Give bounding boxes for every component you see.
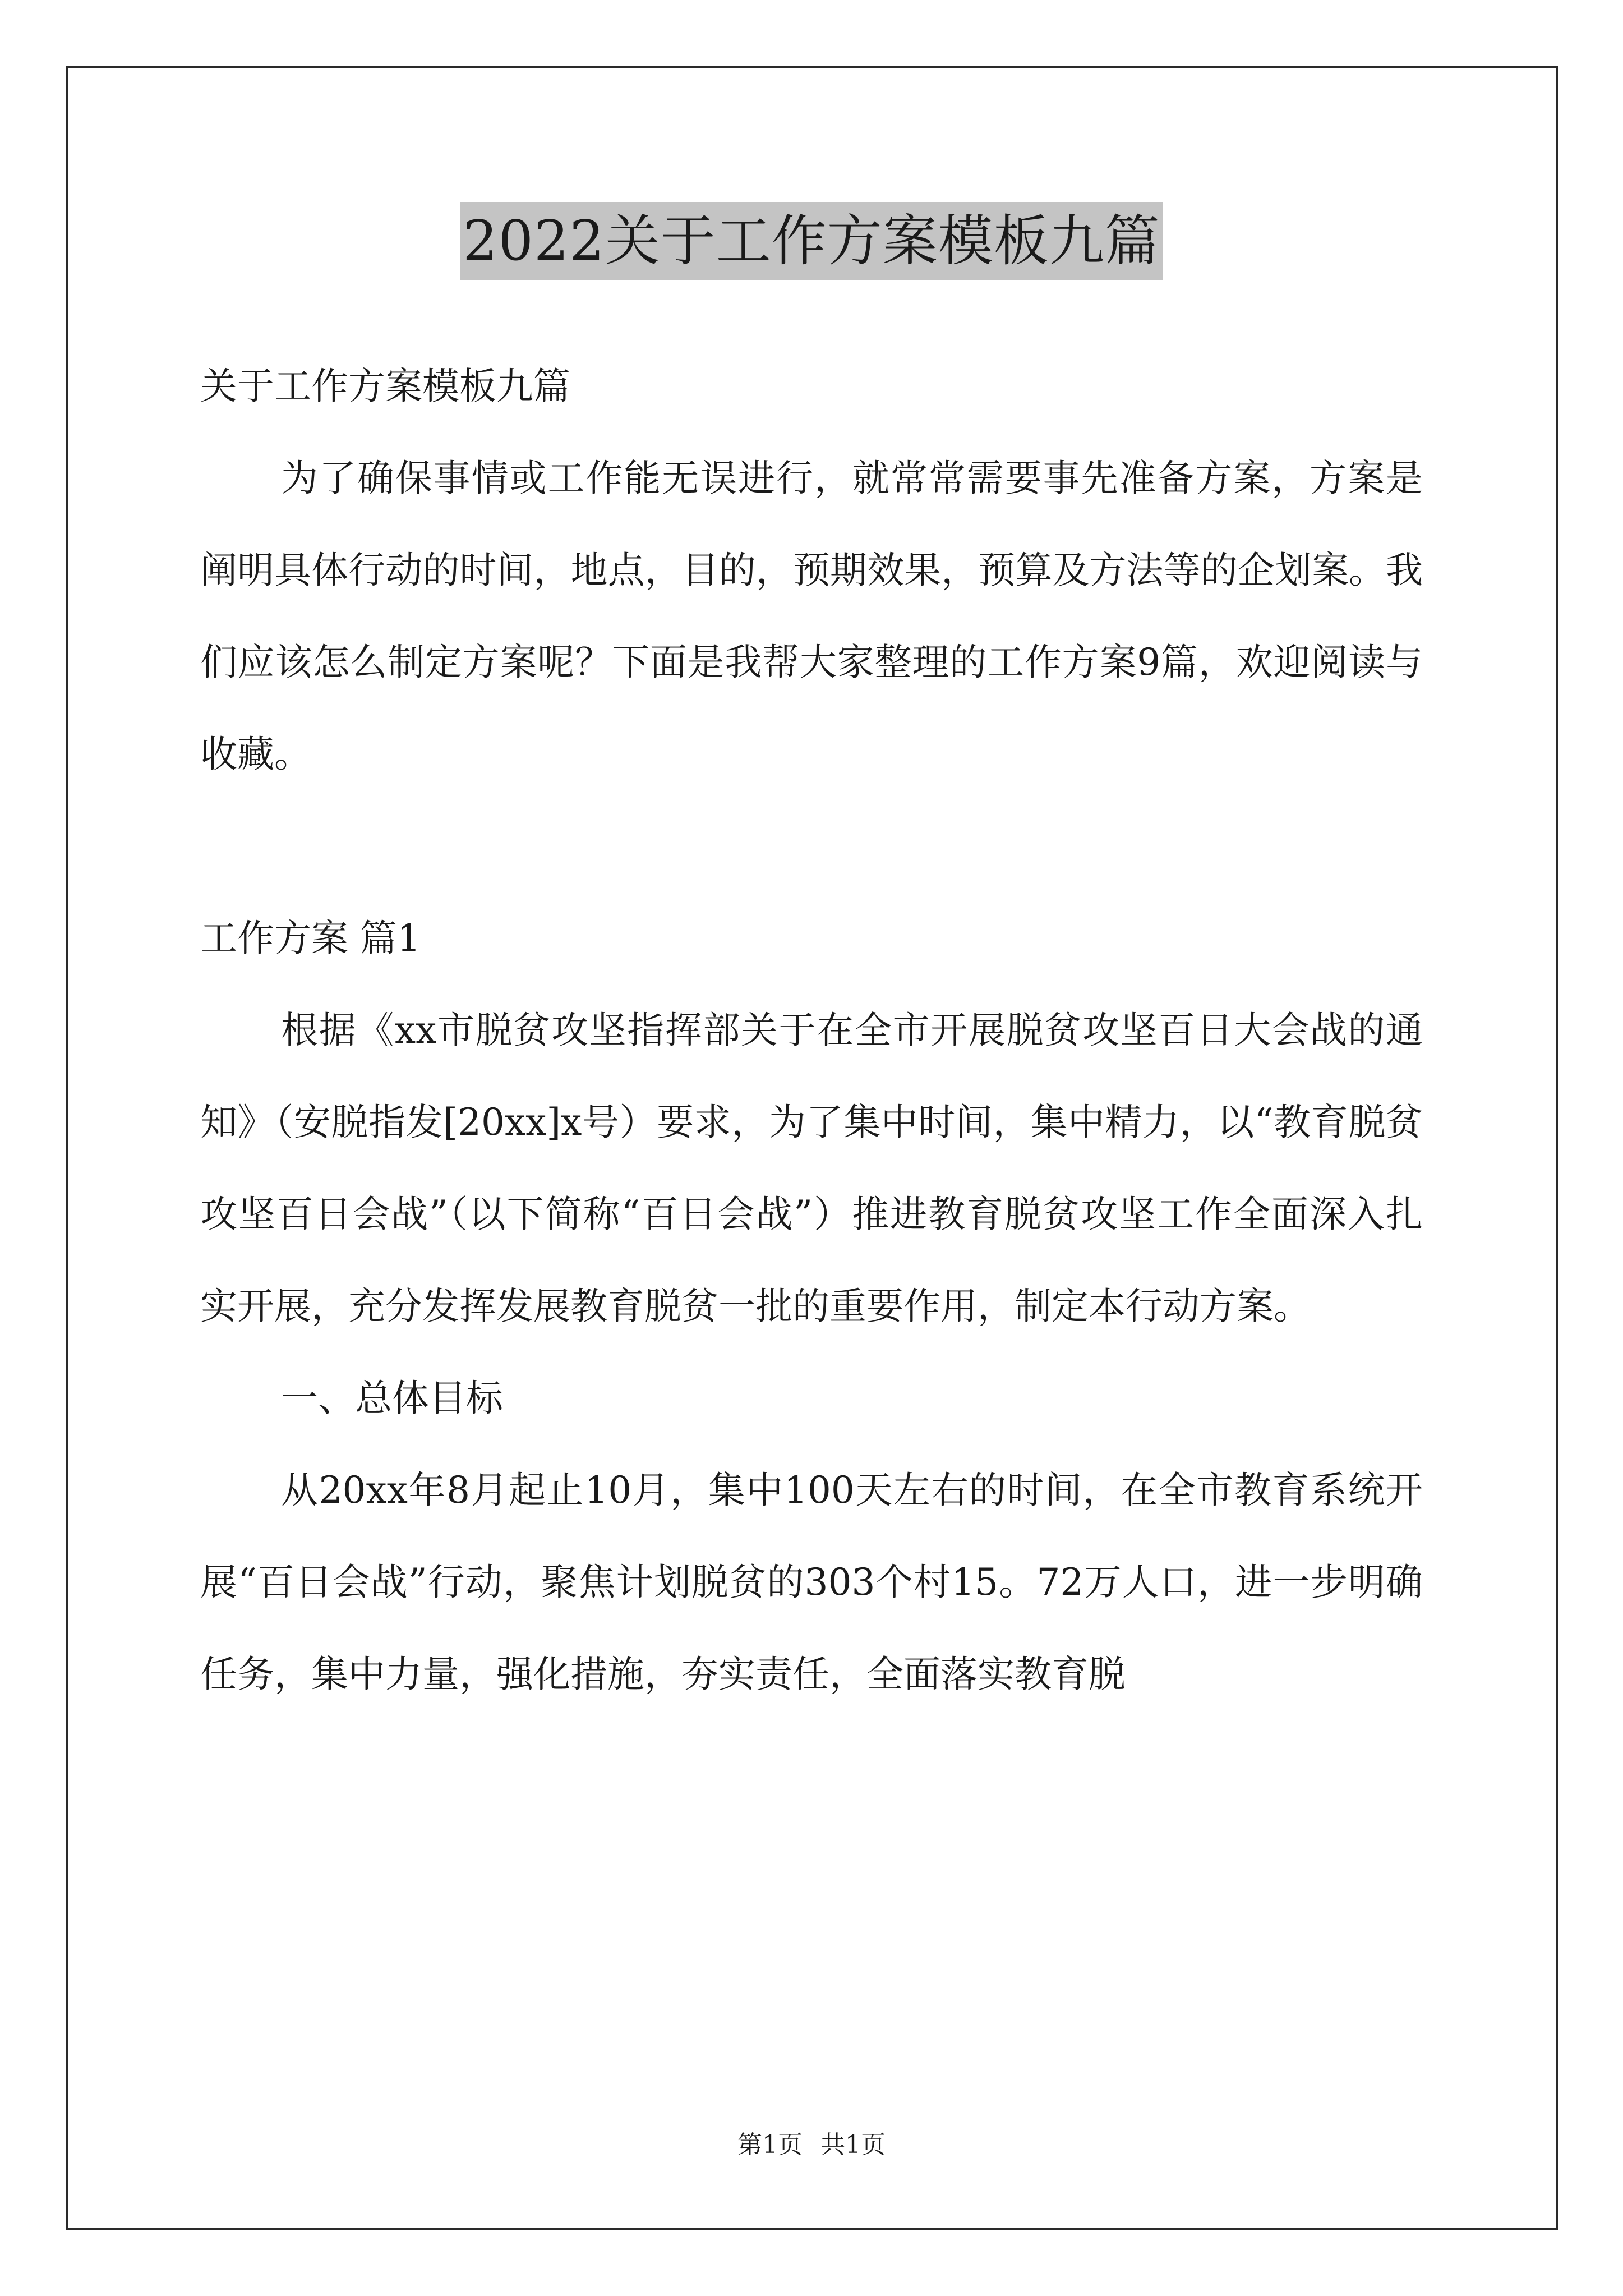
page-footer [0, 2129, 1623, 2161]
document-body [200, 341, 1423, 1720]
sub-heading: 一、总体目标 [281, 1377, 503, 1420]
section-heading: 工作方案 篇1 [200, 917, 421, 960]
document-subtitle: 关于工作方案模板九篇 [200, 365, 570, 408]
body-paragraph-2: 从20xx年8月起止10月，集中100天左右的时间，在全市教育系统开展“百日会战”行动，聚焦计划脱贫的303个村15。72万人口，进一步明确任务，集中力量，强化措施，夯实责任，全面落实教育脱 [200, 1469, 1423, 1696]
title-container [0, 202, 1623, 280]
body-paragraph-1: 根据《xx市脱贫攻坚指挥部关于在全市开展脱贫攻坚百日大会战的通知》（安脱指发[20xx]x号）要求，为了集中时间，集中精力，以“教育脱贫攻坚百日会战”（以下简称“百日会战”）推进教育脱贫攻坚工作全面深入扎实开展，充分发挥发展教育脱贫一批的重要作用，制定本行动方案。 [200, 1009, 1423, 1328]
page-number: 第1页 [737, 2131, 803, 2159]
page-total: 共1页 [820, 2131, 886, 2159]
document-title: 2022关于工作方案模板九篇 [460, 202, 1162, 280]
intro-paragraph: 为了确保事情或工作能无误进行，就常常需要事先准备方案，方案是阐明具体行动的时间，地点，目的，预期效果，预算及方法等的企划案。我们应该怎么制定方案呢？下面是我帮大家整理的工作方案9篇，欢迎阅读与收藏。 [200, 457, 1423, 776]
